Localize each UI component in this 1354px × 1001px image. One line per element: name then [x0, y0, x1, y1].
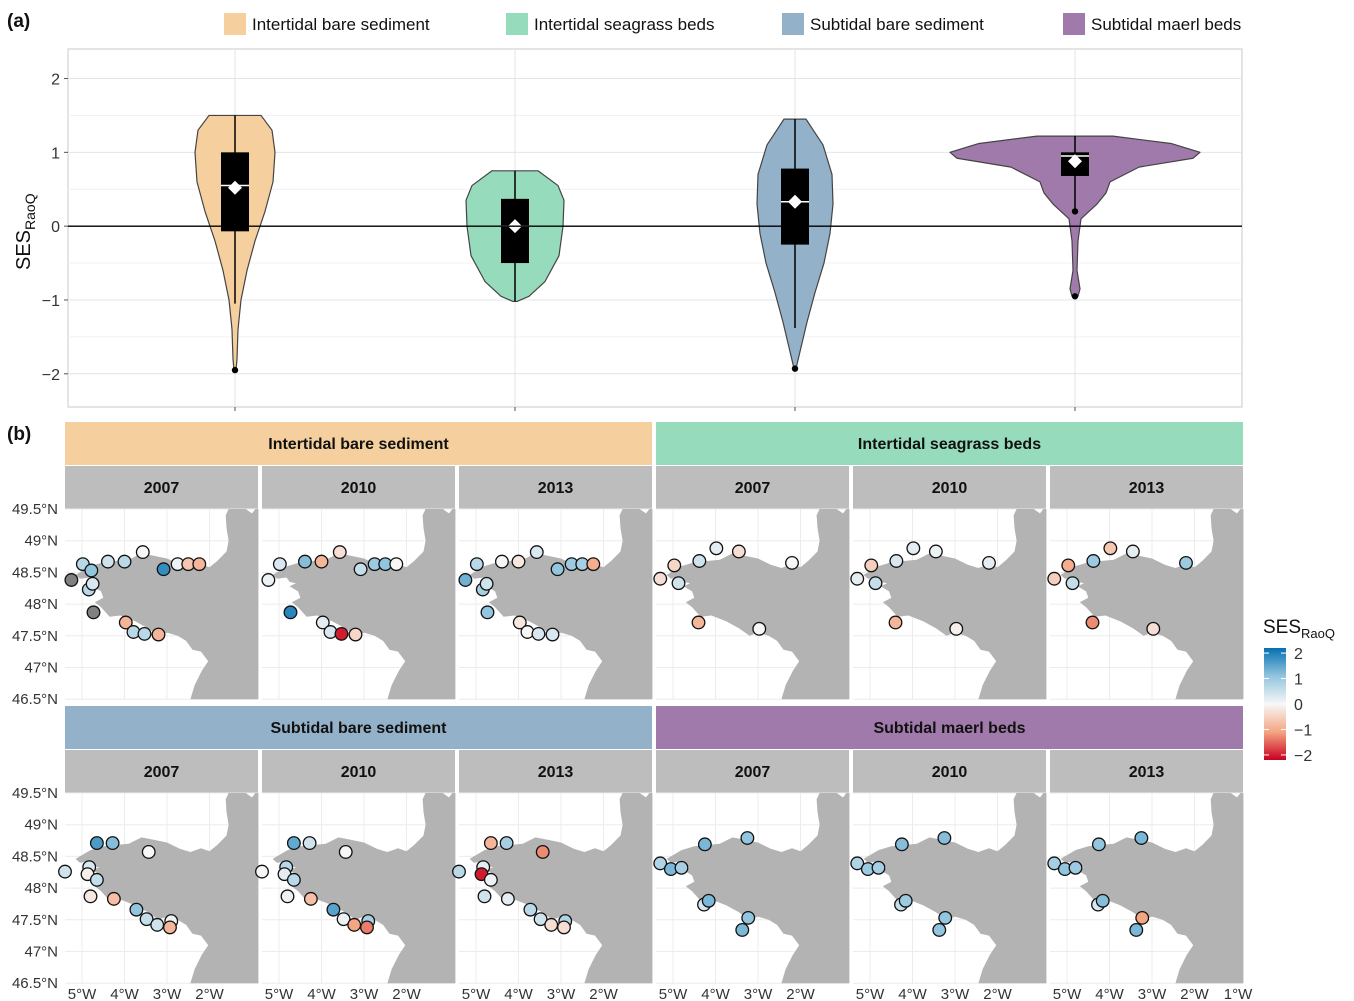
site-point — [1136, 912, 1149, 925]
map-grid — [12, 422, 1253, 1001]
site-point — [348, 919, 361, 932]
latitude-label: 47°N — [24, 659, 58, 677]
legend-swatch — [224, 13, 246, 35]
site-point — [938, 832, 951, 845]
site-point — [138, 628, 151, 641]
site-point — [692, 616, 705, 629]
year-strip-label: 2010 — [931, 764, 968, 781]
year-strip-label: 2010 — [340, 764, 377, 781]
site-point — [481, 606, 494, 619]
site-point — [85, 564, 98, 577]
site-point — [87, 606, 100, 619]
legend-swatch — [506, 13, 528, 35]
site-point — [65, 574, 78, 587]
site-point — [1087, 555, 1100, 568]
legend-label: Subtidal bare sediment — [810, 15, 984, 34]
site-point — [672, 577, 685, 590]
site-point — [889, 616, 902, 629]
colorbar — [1263, 617, 1335, 765]
longitude-label: 3°W — [743, 986, 773, 1001]
site-point — [551, 563, 564, 576]
site-point — [736, 924, 749, 937]
site-point — [1180, 557, 1193, 570]
habitat-strip-label: Intertidal seagrass beds — [857, 436, 1042, 453]
site-point — [742, 912, 755, 925]
site-point — [530, 546, 543, 559]
site-point — [693, 555, 706, 568]
site-point — [478, 890, 491, 903]
site-point — [142, 846, 155, 859]
violin-plot — [13, 49, 1242, 411]
site-point — [500, 837, 513, 850]
latitude-label: 49°N — [24, 816, 58, 834]
site-point — [1135, 832, 1148, 845]
site-point — [459, 574, 472, 587]
site-point — [851, 572, 864, 585]
site-point — [675, 862, 688, 875]
site-point — [84, 890, 97, 903]
colorbar-tick-label: −1 — [1294, 722, 1313, 740]
site-point — [305, 893, 318, 906]
year-strip-label: 2010 — [340, 480, 377, 497]
site-point — [933, 924, 946, 937]
site-point — [339, 846, 352, 859]
latitude-label: 47.5°N — [11, 911, 58, 929]
site-point — [1096, 894, 1109, 907]
site-point — [1093, 838, 1106, 851]
latitude-label: 48.5°N — [11, 848, 58, 866]
legend-swatch — [1063, 13, 1085, 35]
longitude-label: 2°W — [589, 986, 618, 1001]
latitude-label: 47.5°N — [11, 627, 58, 645]
year-strip-label: 2013 — [537, 764, 574, 781]
site-point — [865, 559, 878, 572]
habitat-strip-label: Intertidal bare sediment — [268, 436, 449, 453]
site-point — [284, 606, 297, 619]
y-tick-label: −2 — [41, 366, 60, 384]
longitude-label: 4°W — [504, 986, 533, 1001]
site-point — [262, 574, 275, 587]
site-point — [786, 557, 799, 570]
site-point — [983, 557, 996, 570]
latitude-label: 49.5°N — [11, 501, 58, 518]
site-point — [654, 572, 667, 585]
site-point — [281, 890, 294, 903]
longitude-label: 2°W — [1180, 986, 1209, 1001]
site-point — [524, 903, 537, 916]
site-point — [164, 921, 177, 934]
site-point — [136, 546, 149, 559]
colorbar-tick-label: 1 — [1294, 671, 1303, 689]
site-point — [699, 838, 712, 851]
longitude-label: 2°W — [983, 986, 1012, 1001]
longitude-label: 2°W — [392, 986, 421, 1001]
site-point — [303, 837, 316, 850]
site-point — [91, 837, 104, 850]
legend-swatch — [782, 13, 804, 35]
site-point — [753, 623, 766, 636]
longitude-label: 4°W — [701, 986, 730, 1001]
latitude-label: 48°N — [24, 596, 58, 614]
y-axis-label: $SES_{RaoQ}$ — [13, 193, 38, 270]
site-point — [869, 577, 882, 590]
site-point — [1104, 542, 1117, 555]
year-strip-label: 2007 — [143, 764, 180, 781]
site-point — [102, 555, 115, 568]
colorbar-tick-label: 2 — [1294, 646, 1303, 664]
legend — [224, 13, 1241, 35]
site-point — [485, 874, 498, 887]
site-point — [106, 837, 119, 850]
longitude-label: 2°W — [195, 986, 224, 1001]
outlier-point — [1072, 293, 1078, 299]
year-strip-label: 2010 — [931, 480, 968, 497]
site-point — [288, 837, 301, 850]
site-point — [546, 628, 559, 641]
year-strip-label: 2013 — [537, 480, 574, 497]
longitude-label: 4°W — [898, 986, 927, 1001]
latitude-label: 48°N — [24, 880, 58, 898]
site-point — [741, 832, 754, 845]
longitude-label: 4°W — [307, 986, 336, 1001]
legend-label: Intertidal seagrass beds — [534, 15, 715, 34]
site-point — [349, 628, 362, 641]
site-point — [1069, 862, 1082, 875]
site-point — [157, 563, 170, 576]
site-point — [288, 874, 301, 887]
latitude-label: 46.5°N — [11, 691, 58, 709]
y-tick-label: 0 — [51, 219, 60, 237]
site-point — [899, 894, 912, 907]
longitude-label: 2°W — [786, 986, 815, 1001]
longitude-label: 5°W — [461, 986, 491, 1001]
site-point — [152, 628, 165, 641]
longitude-label: 5°W — [855, 986, 885, 1001]
y-tick-label: 1 — [51, 145, 60, 163]
colorbar-tick-label: −2 — [1294, 747, 1313, 765]
panel-a-label: (a) — [7, 11, 31, 32]
site-point — [536, 846, 549, 859]
site-point — [896, 838, 909, 851]
outlier-point — [1072, 208, 1078, 214]
site-point — [930, 545, 943, 558]
site-point — [274, 558, 287, 571]
longitude-label: 5°W — [67, 986, 97, 1001]
site-point — [485, 837, 498, 850]
site-point — [702, 894, 715, 907]
site-point — [872, 862, 885, 875]
longitude-label: 1°W — [1223, 986, 1253, 1001]
site-point — [333, 546, 346, 559]
site-point — [354, 563, 367, 576]
site-point — [512, 555, 525, 568]
latitude-label: 47°N — [24, 943, 58, 961]
longitude-label: 5°W — [658, 986, 688, 1001]
site-point — [545, 919, 558, 932]
site-point — [335, 628, 348, 641]
longitude-label: 4°W — [110, 986, 139, 1001]
site-point — [1130, 924, 1143, 937]
habitat-strip-label: Subtidal maerl beds — [873, 720, 1026, 737]
site-point — [86, 578, 99, 591]
site-point — [1127, 545, 1140, 558]
site-point — [1048, 572, 1061, 585]
longitude-label: 3°W — [546, 986, 576, 1001]
year-strip-label: 2007 — [143, 480, 180, 497]
site-point — [59, 865, 72, 878]
longitude-label: 3°W — [940, 986, 970, 1001]
site-point — [390, 558, 403, 571]
y-tick-label: −1 — [41, 292, 60, 310]
site-point — [193, 558, 206, 571]
site-point — [91, 874, 104, 887]
year-strip-label: 2013 — [1128, 764, 1165, 781]
panel-b-label: (b) — [7, 424, 32, 445]
site-point — [733, 545, 746, 558]
colorbar-title: $SES_{RaoQ}$ — [1263, 617, 1335, 641]
legend-label: Intertidal bare sediment — [252, 15, 430, 34]
longitude-label: 4°W — [1095, 986, 1124, 1001]
site-point — [668, 559, 681, 572]
longitude-label: 3°W — [152, 986, 182, 1001]
site-point — [710, 542, 723, 555]
site-point — [950, 623, 963, 636]
longitude-label: 3°W — [349, 986, 379, 1001]
outlier-point — [792, 365, 798, 371]
latitude-label: 49°N — [24, 532, 58, 550]
site-point — [480, 578, 493, 591]
site-point — [1062, 559, 1075, 572]
site-point — [890, 555, 903, 568]
year-strip-label: 2007 — [734, 764, 771, 781]
site-point — [502, 893, 515, 906]
site-point — [1147, 623, 1160, 636]
year-strip-label: 2007 — [734, 480, 771, 497]
site-point — [453, 865, 466, 878]
longitude-label: 5°W — [1052, 986, 1082, 1001]
site-point — [256, 865, 269, 878]
site-point — [315, 555, 328, 568]
site-point — [496, 555, 509, 568]
longitude-label: 5°W — [264, 986, 294, 1001]
site-point — [587, 558, 600, 571]
legend-label: Subtidal maerl beds — [1091, 15, 1242, 34]
outlier-point — [232, 367, 238, 373]
site-point — [151, 919, 164, 932]
latitude-label: 49.5°N — [11, 785, 58, 802]
site-point — [532, 628, 545, 641]
latitude-label: 46.5°N — [11, 975, 58, 993]
site-point — [130, 903, 143, 916]
site-point — [1066, 577, 1079, 590]
site-point — [558, 921, 571, 934]
y-tick-label: 2 — [51, 71, 60, 89]
site-point — [299, 555, 312, 568]
site-point — [327, 903, 340, 916]
site-point — [939, 912, 952, 925]
colorbar-tick-label: 0 — [1294, 697, 1303, 714]
latitude-label: 48.5°N — [11, 564, 58, 582]
site-point — [1086, 616, 1099, 629]
longitude-label: 3°W — [1137, 986, 1167, 1001]
site-point — [471, 558, 484, 571]
site-point — [361, 921, 374, 934]
site-point — [907, 542, 920, 555]
year-strip-label: 2013 — [1128, 480, 1165, 497]
site-point — [108, 893, 121, 906]
site-point — [118, 555, 131, 568]
habitat-strip-label: Subtidal bare sediment — [270, 720, 447, 737]
